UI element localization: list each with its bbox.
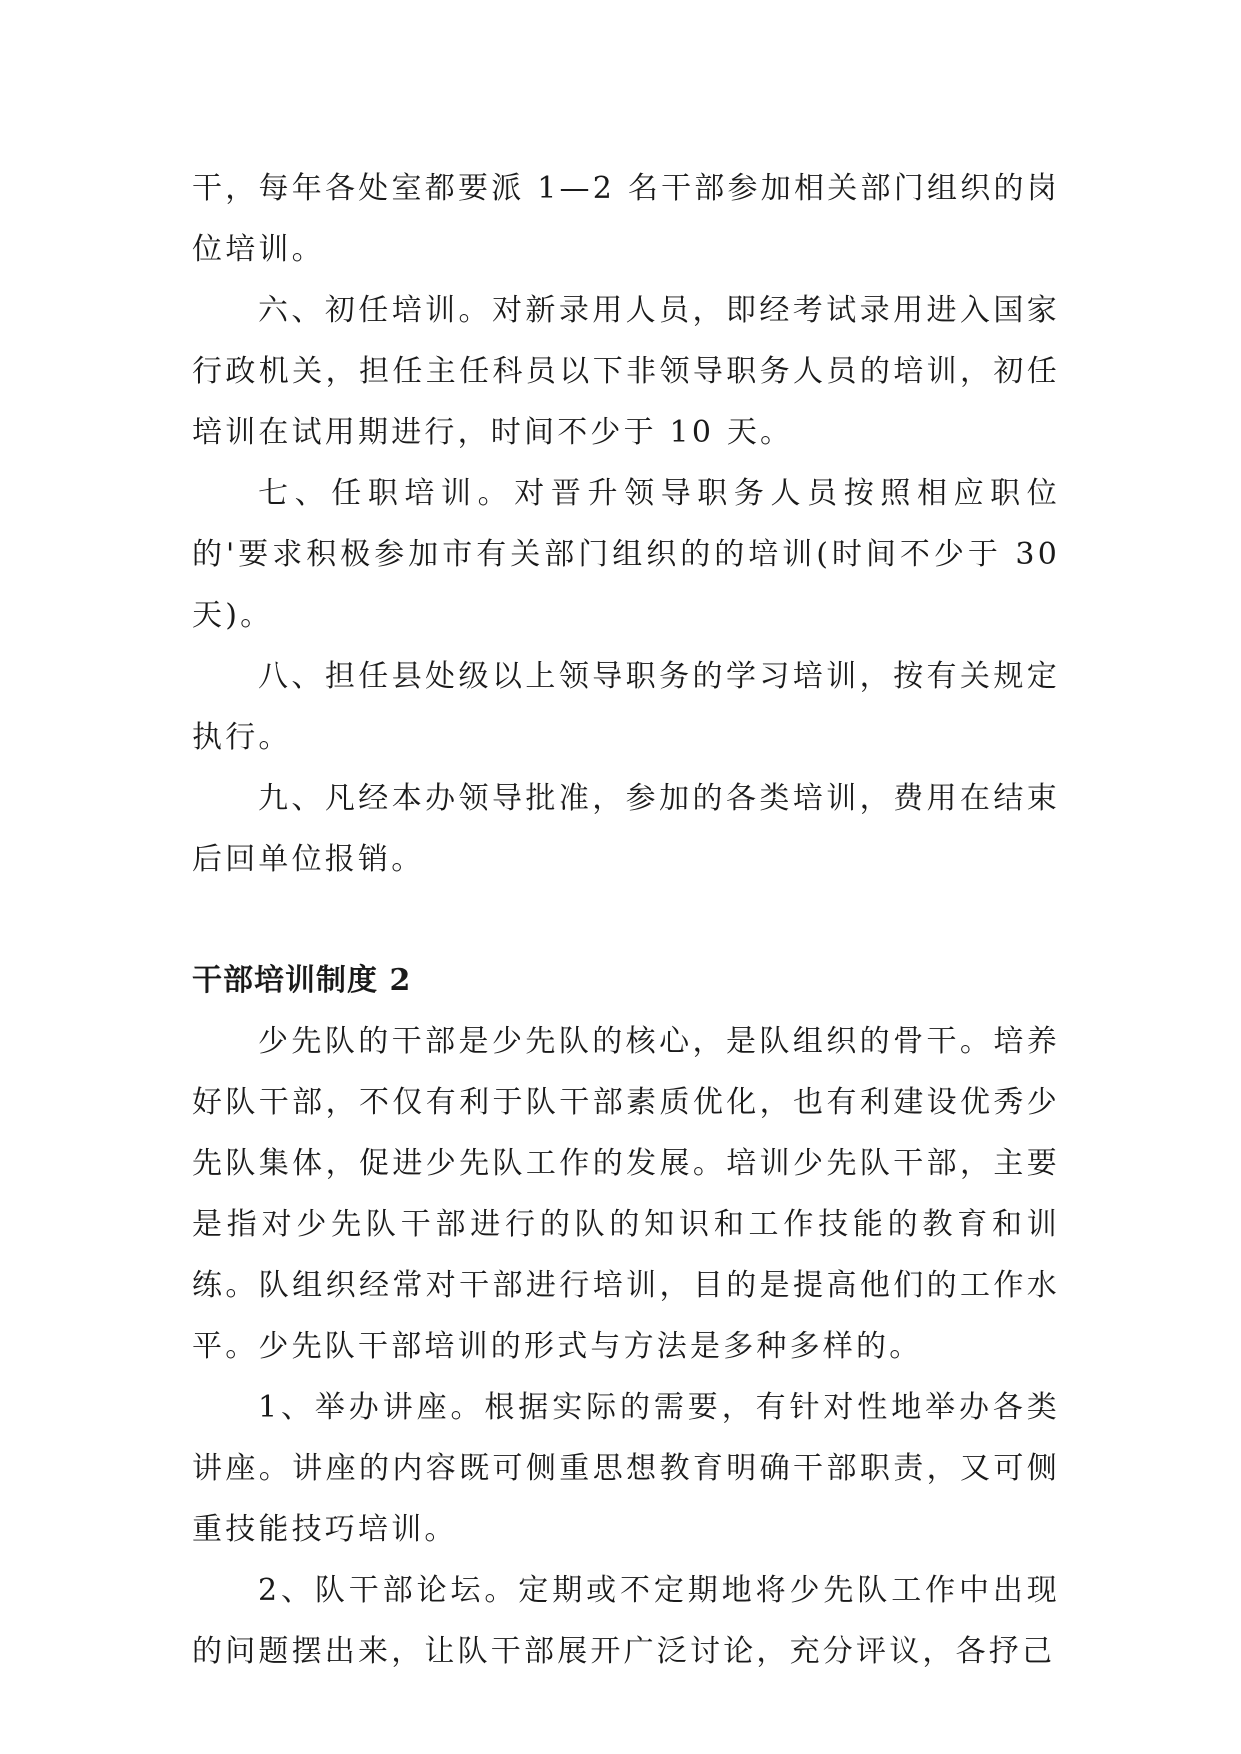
- paragraph-pioneer-intro: 少先队的干部是少先队的核心，是队组织的骨干。培养好队干部，不仅有利于队干部素质优化，也有利建设优秀少先队集体，促进少先队工作的发展。培训少先队干部，主要是指对少先队干部进行的队的知识和工作技能的教育和训练。队组织经常对干部进行培训，目的是提高他们的工作水平。少先队干部培训的形式与方法是多种多样的。: [192, 1024, 1060, 1364]
- paragraph-continued: 干，每年各处室都要派 1—2 名干部参加相关部门组织的岗位培训。: [192, 171, 1060, 267]
- paragraph-initial-training: 六、初任培训。对新录用人员，即经考试录用进入国家行政机关，担任主任科员以下非领导职务人员的培训，初任培训在试用期进行，时间不少于 10 天。: [192, 293, 1060, 450]
- paragraph-reimbursement: 九、凡经本办领导批准，参加的各类培训，费用在结束后回单位报销。: [192, 781, 1060, 877]
- paragraph-lectures: 1、举办讲座。根据实际的需要，有针对性地举办各类讲座。讲座的内容既可侧重思想教育明确干部职责，又可侧重技能技巧培训。: [192, 1390, 1060, 1547]
- document-body: [192, 158, 1060, 1682]
- paragraph-appointment-training: 七、任职培训。对晋升领导职务人员按照相应职位的'要求积极参加市有关部门组织的的培训(时间不少于 30 天)。: [192, 476, 1060, 633]
- paragraph-county-leadership-training: 八、担任县处级以上领导职务的学习培训，按有关规定执行。: [192, 659, 1060, 755]
- section-title: 干部培训制度 2: [192, 963, 412, 998]
- paragraph-forum: 2、队干部论坛。定期或不定期地将少先队工作中出现的问题摆出来，让队干部展开广泛讨论，充分评议，各抒己: [192, 1573, 1060, 1669]
